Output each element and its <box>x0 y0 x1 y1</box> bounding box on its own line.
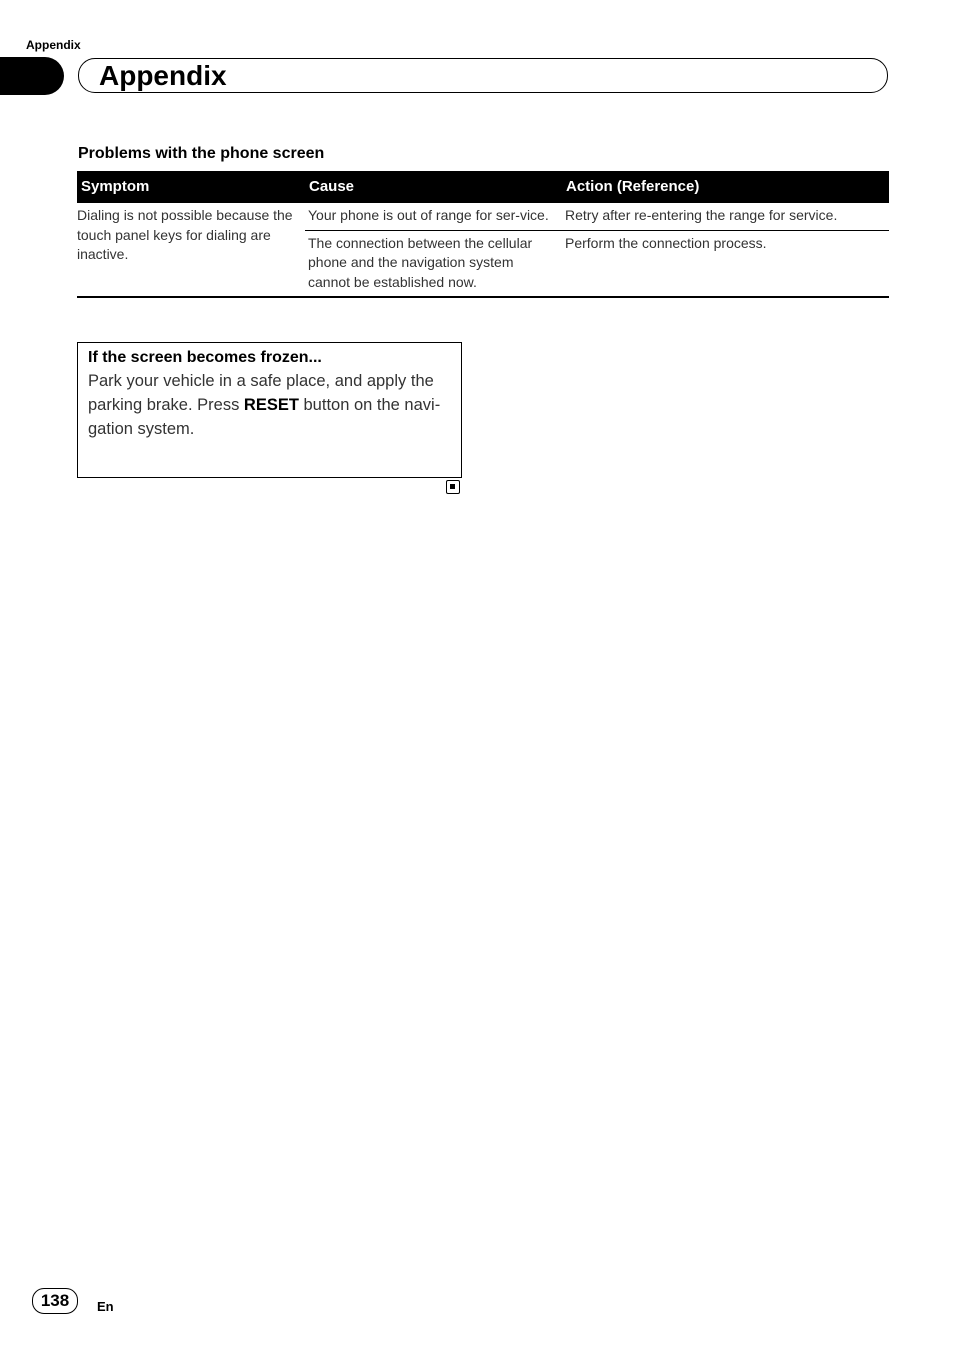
note-text-start: Park your vehicle in a safe place, and apply the parking brake. Press <box>88 372 434 414</box>
symptom-cell: Dialing is not possible because the touch panel keys for dialing are inactive. <box>77 203 305 297</box>
column-header-symptom: Symptom <box>77 171 305 203</box>
troubleshooting-table <box>77 171 889 298</box>
section-tab-marker <box>0 57 64 95</box>
section-title: Appendix <box>99 60 227 91</box>
action-cell: Retry after re-entering the range for service. <box>565 207 838 223</box>
note-body <box>88 369 451 441</box>
section-heading: Problems with the phone screen <box>78 145 325 162</box>
table-header-row <box>77 171 889 203</box>
reset-keyword: RESET <box>243 396 299 414</box>
running-header: Appendix <box>26 38 81 52</box>
end-of-section-icon <box>446 480 460 494</box>
action-cell: Perform the connection process. <box>562 230 889 297</box>
language-label: En <box>97 1299 114 1314</box>
section-title-bar <box>78 58 888 93</box>
note-text-end: button on the navi-gation system. <box>88 396 441 438</box>
cause-cell: Your phone is out of range for ser-vice. <box>308 207 549 223</box>
page-number: 138 <box>32 1288 78 1314</box>
cause-cell: The connection between the cellular phone and the navigation system cannot be established now. <box>305 230 562 297</box>
note-title: If the screen becomes frozen... <box>88 349 322 366</box>
column-header-action: Action (Reference) <box>562 171 889 203</box>
note-box <box>77 342 462 478</box>
table-row <box>77 203 889 230</box>
column-header-cause: Cause <box>305 171 562 203</box>
